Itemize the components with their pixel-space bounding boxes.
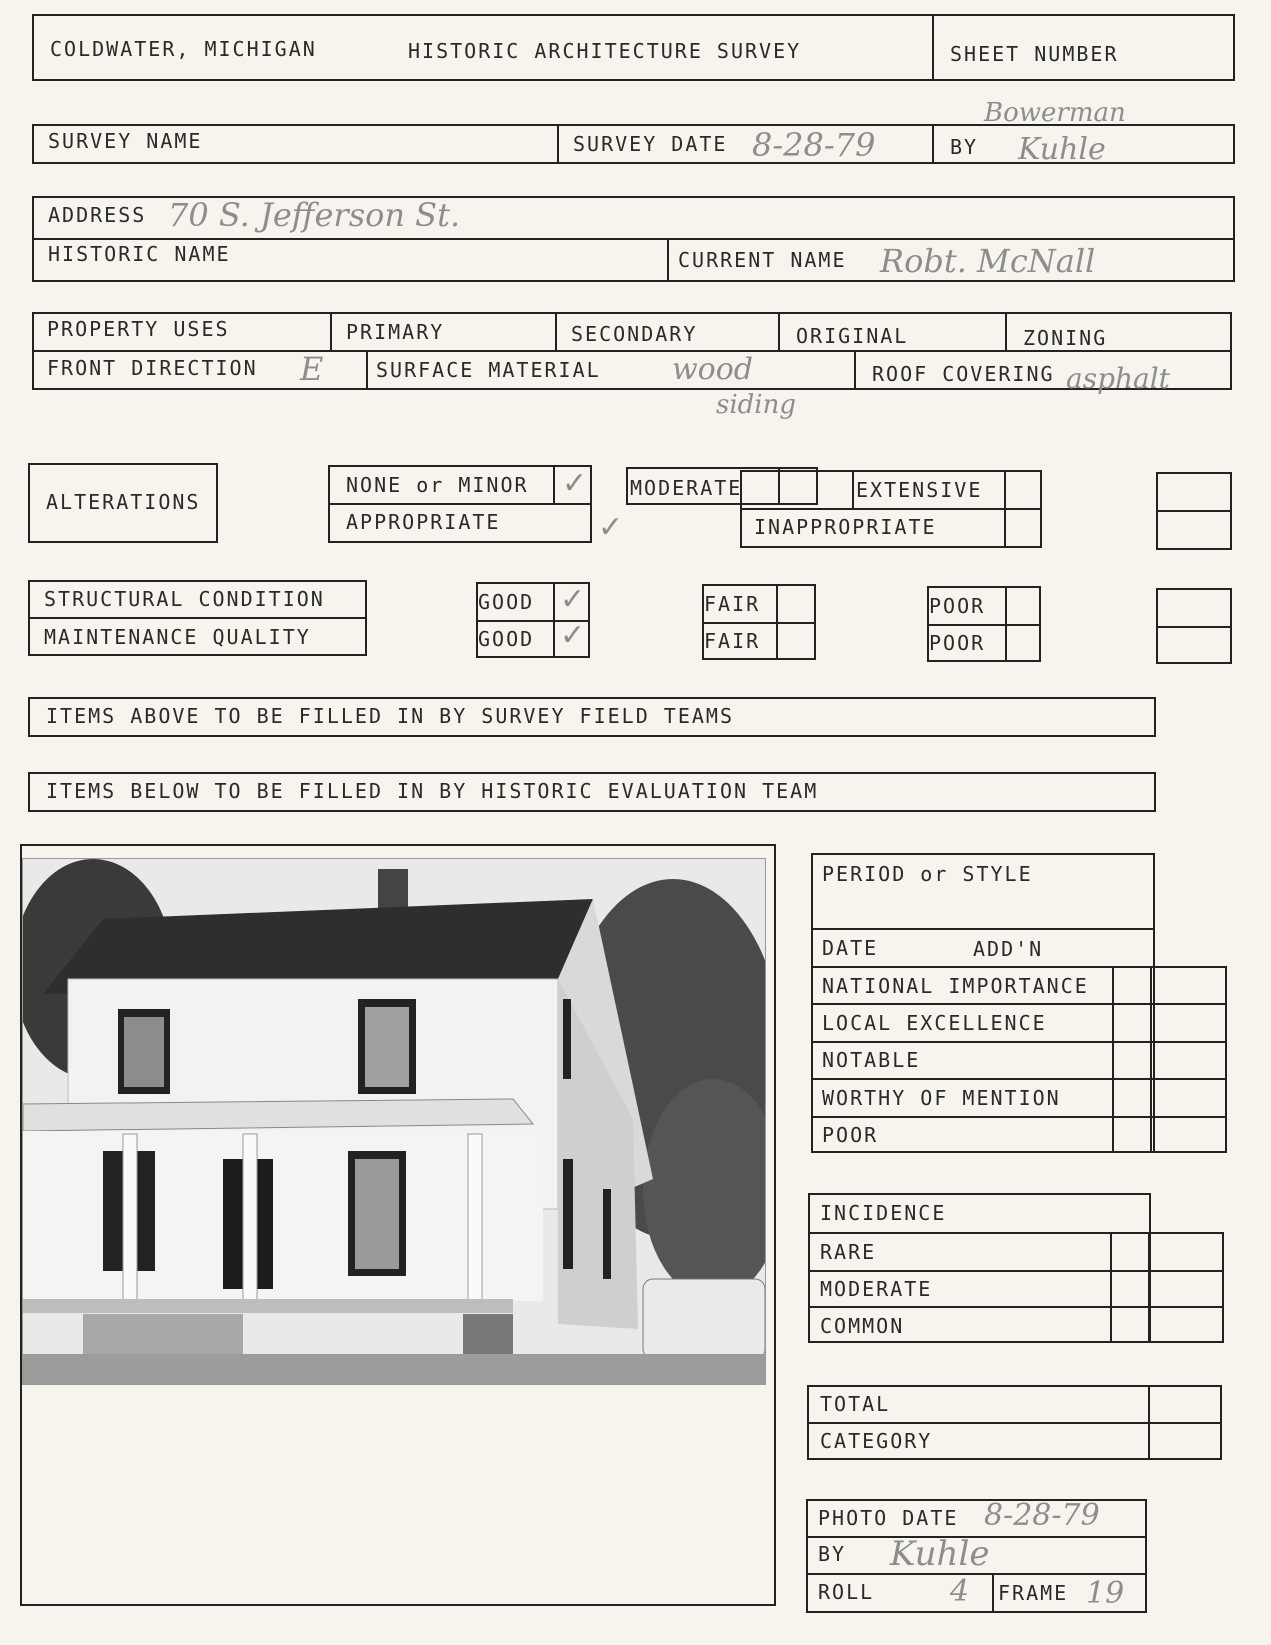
moderate-label: MODERATE (630, 476, 743, 500)
poor-check-divider (1005, 586, 1007, 662)
structural-condition-label: STRUCTURAL CONDITION (44, 587, 325, 611)
date-divider (811, 966, 1227, 968)
totals-score-divider (1148, 1385, 1150, 1460)
date-label: DATE (822, 936, 879, 960)
incidence-moderate-label: MODERATE (820, 1277, 933, 1301)
notable-label: NOTABLE (822, 1048, 921, 1072)
form-title: HISTORIC ARCHITECTURE SURVEY (408, 39, 802, 63)
surface-divider (366, 350, 368, 390)
local-divider (811, 1041, 1227, 1043)
alterations-label: ALTERATIONS (46, 490, 201, 514)
extensive-divider (740, 508, 1042, 510)
extensive-label: EXTENSIVE (856, 478, 983, 502)
local-excellence-label: LOCAL EXCELLENCE (822, 1011, 1047, 1035)
house-photo-drawing (23, 859, 765, 1384)
zoning-label: ZONING (1023, 326, 1108, 350)
survey-name-label: SURVEY NAME (48, 129, 203, 153)
survey-by-value-2: Kuhle (1018, 132, 1106, 167)
property-col-2 (555, 312, 557, 350)
roof-divider (854, 350, 856, 390)
surface-material-value-2: siding (716, 390, 797, 420)
original-label: ORIGINAL (796, 324, 909, 348)
primary-label: PRIMARY (346, 320, 445, 344)
structural-poor-label: POOR (929, 594, 986, 618)
surface-material-value-1: wood (672, 352, 754, 387)
maintenance-fair-label: FAIR (704, 629, 761, 653)
condition-label-divider (28, 617, 367, 619)
current-name-label: CURRENT NAME (678, 248, 847, 272)
alterations-left-divider (328, 503, 592, 505)
survey-date-value: 8-28-79 (752, 126, 876, 164)
period-style-label: PERIOD or STYLE (822, 862, 1033, 886)
incidence-label: INCIDENCE (820, 1201, 947, 1225)
frame-divider (992, 1573, 994, 1613)
common-label: COMMON (820, 1314, 905, 1338)
frame-label: FRAME (998, 1581, 1069, 1605)
address-label: ADDRESS (48, 203, 147, 227)
worthy-of-mention-label: WORTHY OF MENTION (822, 1086, 1061, 1110)
surface-material-label: SURFACE MATERIAL (376, 358, 601, 382)
note-above: ITEMS ABOVE TO BE FILLED IN BY SURVEY FIELD TEAMS (46, 704, 735, 728)
historic-name-label: HISTORIC NAME (48, 242, 231, 266)
incidence-score-split (1148, 1232, 1150, 1343)
roll-value: 4 (950, 1574, 970, 1609)
property-col-3 (778, 312, 780, 350)
alterations-score-divider (1156, 510, 1232, 512)
fair-check-divider (776, 584, 778, 660)
roll-label: ROLL (818, 1580, 875, 1604)
photo-by-label: BY (818, 1542, 847, 1566)
worthy-divider (811, 1116, 1227, 1118)
extensive-left-edge (852, 470, 854, 508)
structural-good-check: ✓ (560, 582, 586, 617)
sheet-number-label: SHEET NUMBER (950, 42, 1119, 66)
fair-divider (702, 622, 816, 624)
extensive-check-divider (1004, 470, 1006, 548)
property-col-1 (330, 312, 332, 350)
evaluation-score-col (1112, 966, 1227, 1153)
poor-divider (927, 624, 1041, 626)
incidence-score-col (1110, 1232, 1224, 1343)
survey-by-label: BY (950, 135, 979, 159)
good-check-divider (553, 582, 555, 658)
none-minor-check: ✓ (562, 466, 588, 501)
notable-divider (811, 1078, 1227, 1080)
appropriate-label: APPROPRIATE (346, 510, 501, 534)
property-divider (32, 350, 1232, 352)
survey-by-value-1: Bowerman (984, 98, 1126, 128)
header-divider (932, 14, 934, 81)
incidence-divider-1 (808, 1232, 1224, 1234)
rare-label: RARE (820, 1240, 877, 1264)
survey-date-label: SURVEY DATE (573, 132, 728, 156)
property-col-4 (1005, 312, 1007, 350)
period-divider (811, 928, 1155, 930)
appropriate-check: ✓ (598, 510, 624, 545)
front-direction-value: E (300, 350, 324, 388)
maintenance-quality-label: MAINTENANCE QUALITY (44, 625, 311, 649)
incidence-divider-2 (808, 1270, 1224, 1272)
structural-good-label: GOOD (478, 590, 535, 614)
address-value: 70 S. Jefferson St. (168, 196, 461, 234)
survey-divider-2 (932, 124, 934, 164)
city-label: COLDWATER, MICHIGAN (50, 37, 317, 61)
condition-score-divider (1156, 626, 1232, 628)
address-divider (32, 238, 1235, 240)
evaluation-score-split (1150, 966, 1152, 1153)
national-divider (811, 1003, 1227, 1005)
property-uses-label: PROPERTY USES (47, 317, 230, 341)
addn-label: ADD'N (973, 937, 1044, 961)
none-minor-check-divider (553, 465, 555, 503)
totals-divider (807, 1422, 1222, 1424)
current-name-value: Robt. McNall (880, 242, 1096, 280)
roof-covering-label: ROOF COVERING (872, 362, 1055, 386)
inappropriate-label: INAPPROPRIATE (754, 515, 937, 539)
house-photo (22, 858, 766, 1385)
evaluation-poor-label: POOR (822, 1123, 879, 1147)
maintenance-good-check: ✓ (560, 618, 586, 653)
none-minor-label: NONE or MINOR (346, 473, 529, 497)
maintenance-good-label: GOOD (478, 627, 535, 651)
frame-value: 19 (1086, 1576, 1125, 1611)
current-name-divider (667, 238, 669, 282)
note-below: ITEMS BELOW TO BE FILLED IN BY HISTORIC EVALUATION TEAM (46, 779, 819, 803)
photo-date-label: PHOTO DATE (818, 1506, 959, 1530)
photo-date-value: 8-28-79 (984, 1498, 1100, 1533)
national-importance-label: NATIONAL IMPORTANCE (822, 974, 1089, 998)
roof-covering-value: asphalt (1066, 362, 1170, 395)
category-label: CATEGORY (820, 1429, 933, 1453)
total-label: TOTAL (820, 1392, 891, 1416)
photo-by-value: Kuhle (890, 1534, 990, 1574)
secondary-label: SECONDARY (571, 322, 698, 346)
maintenance-poor-label: POOR (929, 631, 986, 655)
survey-divider-1 (557, 124, 559, 164)
incidence-divider-3 (808, 1306, 1224, 1308)
front-direction-label: FRONT DIRECTION (47, 356, 258, 380)
structural-fair-label: FAIR (704, 592, 761, 616)
